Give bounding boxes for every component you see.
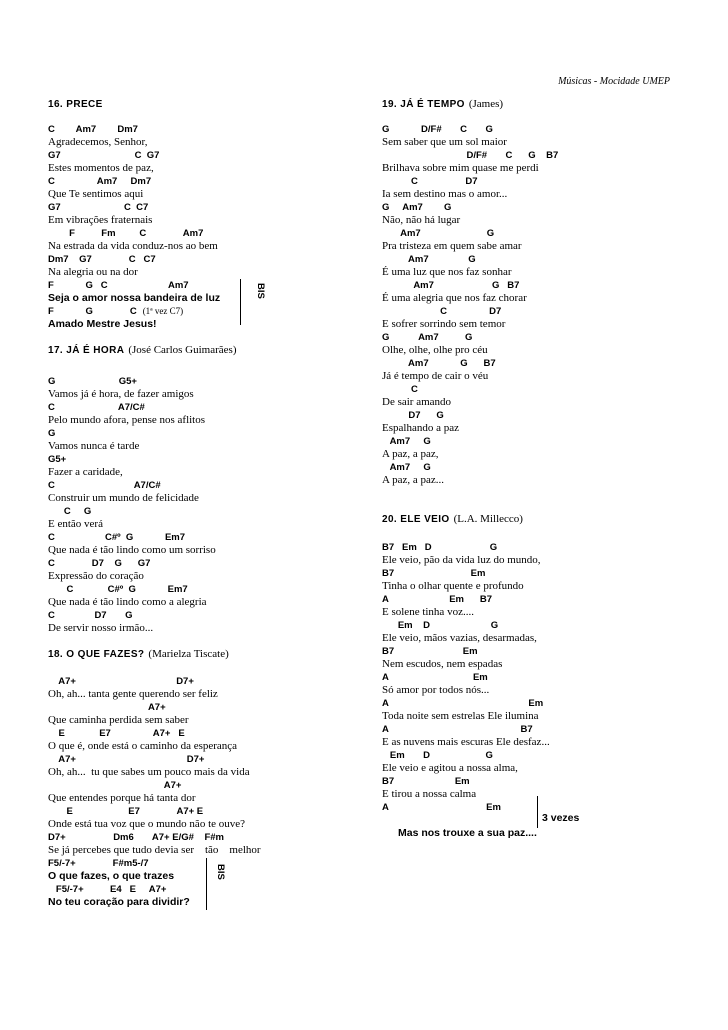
lyric-line: Que entendes porque há tanta dor: [48, 792, 196, 804]
song-line: [48, 881, 368, 894]
song-17-title: 17. JÁ É HORA: [48, 345, 125, 356]
song-line: [48, 225, 368, 238]
chord-line: A Em: [382, 802, 501, 813]
song-line: [48, 673, 368, 686]
song-20-title-row: [382, 511, 702, 524]
song-line: [48, 303, 368, 316]
chord-line: C C#º G Em7: [48, 532, 186, 543]
chord-line: D7+ Dm6 A7+ E/G# F#m: [48, 832, 224, 843]
song-line: [382, 264, 702, 277]
chord-line: C A7/C#: [48, 480, 161, 491]
chord-line: Em D G: [382, 750, 493, 761]
song-line: [48, 290, 368, 303]
chord-line: B7 Em D G: [382, 542, 498, 553]
song-18-bis-block: [48, 864, 368, 908]
chord-line: A Em: [382, 672, 488, 683]
chord-line: Am7 G B7: [382, 358, 496, 369]
chord-line: F G C: [48, 306, 137, 317]
song-line: [382, 420, 702, 433]
song-19-author: (James): [468, 98, 504, 110]
right-column: [382, 96, 702, 839]
lyric-line: Olhe, olhe, olhe pro céu: [382, 344, 488, 356]
song-line: [48, 316, 368, 329]
lyric-line: De servir nosso irmão...: [48, 622, 154, 634]
song-19-title-row: [382, 96, 702, 109]
lyric-line: Toda noite sem estrelas Ele ilumina: [382, 710, 539, 722]
chord-line: F5/-7+ E4 E A7+: [48, 884, 167, 895]
chord-line: C A7/C#: [48, 402, 145, 413]
song-line: [48, 199, 368, 212]
chord-line: A B7: [382, 724, 533, 735]
song-line: [382, 160, 702, 173]
song-line: [48, 425, 368, 438]
bis-bar: [240, 279, 241, 325]
song-line: [382, 786, 702, 799]
bis-bar: [206, 858, 207, 910]
song-line: [382, 303, 702, 316]
song-line: [48, 607, 368, 620]
song-line: [382, 394, 702, 407]
song-20-last-line-row: [382, 812, 702, 839]
chord-line: C C#º G Em7: [48, 584, 188, 595]
song-line: [48, 438, 368, 451]
chord-line: F Fm C Am7: [48, 228, 204, 239]
song-line: [382, 225, 702, 238]
chord-line: Am7 G: [382, 228, 495, 239]
bis-label: BIS: [215, 864, 226, 880]
song-line: [48, 238, 368, 251]
song-line: [382, 552, 702, 565]
song-line: [382, 316, 702, 329]
song-line: [382, 173, 702, 186]
lyric-line: Vamos já é hora, de fazer amigos: [48, 388, 194, 400]
song-line: [48, 686, 368, 699]
song-line: [382, 578, 702, 591]
song-line: [48, 251, 368, 264]
song-18-body: [48, 673, 368, 868]
lyric-line: Que Te sentimos aqui: [48, 188, 144, 200]
song-line: [382, 472, 702, 485]
song-line: [48, 373, 368, 386]
lyric-line: E sofrer sorrindo sem temor: [382, 318, 506, 330]
song-18-author: (Marielza Tiscate): [148, 648, 229, 660]
lyric-line: É uma luz que nos faz sonhar: [382, 266, 512, 278]
lyric-line: Só amor por todos nós...: [382, 684, 490, 696]
lyric-line: Agradecemos, Senhor,: [48, 136, 148, 148]
lyric-line: Se já percebes que tudo devia ser tão melhor: [48, 844, 261, 856]
song-line: [382, 773, 702, 786]
song-line: [48, 738, 368, 751]
lyric-line: Ele veio, mãos vazias, desarmadas,: [382, 632, 537, 644]
lyric-line: Que nada é tão lindo como um sorriso: [48, 544, 216, 556]
song-line: [382, 446, 702, 459]
lyric-line: Que nada é tão lindo como a alegria: [48, 596, 207, 608]
lyric-line: Oh, ah... tanta gente querendo ser feliz: [48, 688, 218, 700]
lyric-line: Em vibrações fraternais: [48, 214, 153, 226]
lyric-line: Ele veio e agitou a nossa alma,: [382, 762, 518, 774]
song-19-title: 19. JÁ É TEMPO: [382, 99, 465, 110]
song-line: [48, 134, 368, 147]
song-line: [48, 555, 368, 568]
song-line: [382, 799, 702, 812]
song-20-title: 20. ELE VEIO: [382, 514, 450, 525]
chord-line: C D7 G: [48, 610, 133, 621]
song-line: [382, 212, 702, 225]
lyric-line: Estes momentos de paz,: [48, 162, 154, 174]
lyric-line: De sair amando: [382, 396, 452, 408]
lyric-line: Pra tristeza em quem sabe amar: [382, 240, 522, 252]
lyric-line: Espalhando a paz: [382, 422, 459, 434]
first-time-note: (1ª vez C7): [142, 306, 184, 316]
repeat-bar: [537, 796, 538, 828]
chord-line: Am7 G: [382, 462, 431, 473]
song-line: [382, 355, 702, 368]
chord-line: E E7 A7+ E: [48, 806, 204, 817]
lyric-line: Ele veio, pão da vida luz do mundo,: [382, 554, 541, 566]
chord-line: Am7 G: [382, 436, 431, 447]
song-line: [48, 777, 368, 790]
song-line: [48, 412, 368, 425]
song-line: [48, 542, 368, 555]
song-line: [48, 790, 368, 803]
lyric-line: Vamos nunca é tarde: [48, 440, 140, 452]
chord-line: C D7 G G7: [48, 558, 151, 569]
chord-line: G G5+: [48, 376, 137, 387]
song-20-last-line: Mas nos trouxe a sua paz....: [398, 827, 537, 839]
chord-line: A7+ D7+: [48, 676, 194, 687]
song-line: [48, 186, 368, 199]
song-line: [48, 264, 368, 277]
song-line: [48, 503, 368, 516]
song-line: [382, 329, 702, 342]
chord-line: Em D G: [382, 620, 499, 631]
song-line: [48, 477, 368, 490]
song-17-title-row: [48, 342, 368, 355]
chord-line: D7 G: [382, 410, 444, 421]
lyric-line: No teu coração para dividir?: [48, 896, 190, 908]
lyric-line: O que é, onde está o caminho da esperança: [48, 740, 238, 752]
lyric-line: Na estrada da vida conduz-nos ao bem: [48, 240, 218, 252]
lyric-line: Oh, ah... tu que sabes um pouco mais da vida: [48, 766, 250, 778]
song-20-body: [382, 539, 702, 812]
song-line: [48, 803, 368, 816]
song-line: [48, 568, 368, 581]
lyric-line: E solene tinha voz....: [382, 606, 474, 618]
lyric-line: Seja o amor nossa bandeira de luz: [48, 292, 221, 304]
song-line: [48, 173, 368, 186]
lyric-line: Amado Mestre Jesus!: [48, 318, 157, 330]
song-line: [48, 121, 368, 134]
chord-line: C Am7 Dm7: [48, 176, 152, 187]
lyric-line: O que fazes, o que trazes: [48, 870, 175, 882]
song-line: [48, 725, 368, 738]
song-line: [382, 760, 702, 773]
song-line: [48, 464, 368, 477]
song-line: [48, 160, 368, 173]
chord-line: D/F# C G B7: [382, 150, 559, 161]
chord-line: C Am7 Dm7: [48, 124, 138, 135]
chord-line: Am7 G: [382, 254, 476, 265]
song-line: [48, 147, 368, 160]
song-line: [48, 868, 368, 881]
song-line: [48, 842, 368, 855]
song-line: [48, 751, 368, 764]
song-line: [48, 816, 368, 829]
chord-line: A Em B7: [382, 594, 492, 605]
song-line: [382, 381, 702, 394]
song-line: [382, 290, 702, 303]
song-19-body: [382, 121, 702, 485]
chord-line: F G C Am7: [48, 280, 189, 291]
song-line: [382, 251, 702, 264]
song-line: [382, 630, 702, 643]
lyric-line: Ia sem destino mas o amor...: [382, 188, 508, 200]
chord-line: E E7 A7+ E: [48, 728, 185, 739]
lyric-line: A paz, a paz...: [382, 474, 444, 486]
chord-line: G7 C G7: [48, 150, 160, 161]
lyric-line: Que caminha perdida sem saber: [48, 714, 189, 726]
song-line: [48, 451, 368, 464]
song-line: [48, 699, 368, 712]
lyric-line: Onde está tua voz que o mundo não te ouve?: [48, 818, 246, 830]
lyric-line: Nem escudos, nem espadas: [382, 658, 503, 670]
song-16-title: 16. PRECE: [48, 99, 103, 110]
song-line: [382, 669, 702, 682]
song-line: [48, 516, 368, 529]
song-line: [382, 147, 702, 160]
lyric-line: Construir um mundo de felicidade: [48, 492, 199, 504]
lyric-line: Sem saber que um sol maior: [382, 136, 507, 148]
left-column: [48, 96, 368, 907]
song-line: [382, 134, 702, 147]
song-line: [48, 764, 368, 777]
chord-line: A7+: [48, 780, 182, 791]
lyric-line: Brilhava sobre mim quase me perdi: [382, 162, 539, 174]
song-line: [382, 643, 702, 656]
song-line: [48, 399, 368, 412]
song-line: [48, 829, 368, 842]
song-line: [382, 342, 702, 355]
song-line: [382, 656, 702, 669]
song-line: [382, 407, 702, 420]
lyric-line: Expressão do coração: [48, 570, 144, 582]
song-line: [382, 186, 702, 199]
song-line: [48, 855, 368, 868]
lyric-line: Não, não há lugar: [382, 214, 461, 226]
chord-line: G5+: [48, 454, 67, 465]
song-line: [48, 490, 368, 503]
chord-line: B7 Em: [382, 568, 486, 579]
song-18-title: 18. O QUE FAZES?: [48, 649, 145, 660]
song-line: [382, 238, 702, 251]
chord-line: G Am7 G: [382, 202, 452, 213]
song-line: [48, 620, 368, 633]
song-line: [48, 277, 368, 290]
song-line: [382, 734, 702, 747]
song-line: [48, 712, 368, 725]
chord-line: A7+ D7+: [48, 754, 205, 765]
song-line: [382, 368, 702, 381]
bis-label: BIS: [255, 283, 266, 299]
chord-line: G D/F# C G: [382, 124, 493, 135]
song-line: [382, 459, 702, 472]
chord-line: C D7: [382, 176, 478, 187]
lyric-line: Na alegria ou na dor: [48, 266, 138, 278]
chord-line: F5/-7+ F#m5-/7: [48, 858, 149, 869]
chord-line: Am7 G B7: [382, 280, 520, 291]
song-line: [382, 747, 702, 760]
lyric-line: E então verá: [48, 518, 103, 530]
song-line: [382, 591, 702, 604]
song-line: [48, 386, 368, 399]
song-17-body: [48, 373, 368, 633]
song-line: [382, 708, 702, 721]
lyric-line: Tinha o olhar quente e profundo: [382, 580, 524, 592]
page-header: Músicas - Mocidade UMEP: [558, 76, 670, 87]
song-line: [382, 199, 702, 212]
song-line: [382, 721, 702, 734]
chord-line: B7 Em: [382, 646, 478, 657]
song-16-title-row: [48, 96, 368, 109]
song-line: [382, 682, 702, 695]
song-line: [382, 695, 702, 708]
chord-line: A7+: [48, 702, 166, 713]
song-line: [48, 212, 368, 225]
song-line: [382, 617, 702, 630]
song-line: [382, 277, 702, 290]
lyric-line: A paz, a paz,: [382, 448, 439, 460]
song-line: [48, 581, 368, 594]
chord-line: B7 Em: [382, 776, 470, 787]
chord-line: G: [48, 428, 56, 439]
song-line: [48, 894, 368, 907]
chord-line: C D7: [382, 306, 502, 317]
song-20-author: (L.A. Millecco): [453, 513, 523, 525]
song-line: [382, 565, 702, 578]
lyric-line: Já é tempo de cair o véu: [382, 370, 489, 382]
song-17-author: (José Carlos Guimarães): [128, 344, 237, 356]
lyric-line: E tirou a nossa calma: [382, 788, 477, 800]
lyric-line: E as nuvens mais escuras Ele desfaz...: [382, 736, 550, 748]
lyric-line: É uma alegria que nos faz chorar: [382, 292, 527, 304]
song-16-bis-block: [48, 277, 368, 329]
song-16-body: [48, 121, 368, 277]
song-line: [48, 594, 368, 607]
song-line: [48, 529, 368, 542]
chord-line: G Am7 G: [382, 332, 473, 343]
lyric-line: Fazer a caridade,: [48, 466, 123, 478]
song-line: [382, 121, 702, 134]
lyric-line: Pelo mundo afora, pense nos aflitos: [48, 414, 206, 426]
chord-line: A Em: [382, 698, 544, 709]
chord-line: C: [382, 384, 418, 395]
song-line: [382, 539, 702, 552]
chord-line: C G: [48, 506, 92, 517]
song-line: [382, 604, 702, 617]
repeat-label: 3 vezes: [542, 812, 580, 824]
song-line: [382, 433, 702, 446]
song-18-title-row: [48, 646, 368, 659]
chord-line: G7 C C7: [48, 202, 149, 213]
chord-line: Dm7 G7 C C7: [48, 254, 156, 265]
